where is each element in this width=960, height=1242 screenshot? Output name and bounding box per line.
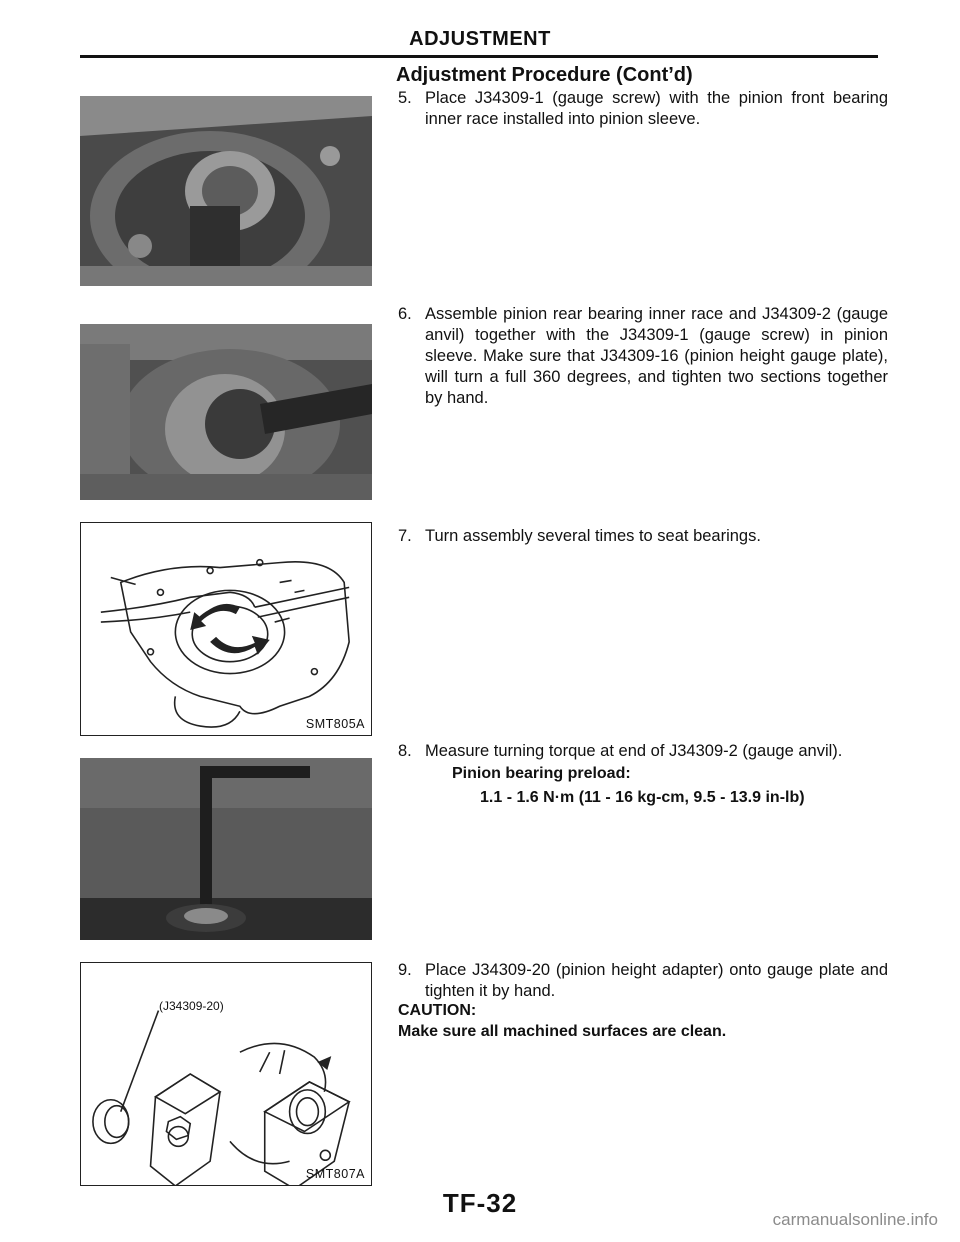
figure-photo-2: [80, 324, 372, 500]
step-text: Assemble pinion rear bearing inner race and J34309-2 (gauge anvil) together with the J34309-1 (gauge screw) in pinion sleeve. Make sure that J34309-16 (pinion height gauge plate), will turn a full 360 degrees, and tighten two sections together by hand.: [425, 305, 888, 407]
step-number: 9.: [398, 961, 412, 979]
spec-value: 1.1 - 1.6 N·m (11 - 16 kg-cm, 9.5 - 13.9 in-lb): [480, 789, 805, 806]
step-5: [398, 88, 888, 130]
step-number: 7.: [398, 527, 412, 545]
figure-code: SMT807A: [305, 1167, 365, 1181]
figure-photo-4: [80, 758, 372, 940]
figure-photo-1: [80, 96, 372, 286]
callout-label: (J34309-20): [159, 999, 224, 1013]
caution-text: Make sure all machined surfaces are clean.: [398, 1023, 727, 1040]
step-text: Turn assembly several times to seat bearings.: [425, 527, 761, 545]
page-number: TF-32: [442, 1188, 518, 1218]
header-divider: [80, 55, 878, 58]
step-9: [398, 960, 888, 1002]
page-header: ADJUSTMENT: [409, 28, 551, 50]
step-7: [398, 526, 888, 547]
figure-diagram-turn-assembly: [80, 522, 372, 736]
step-number: 6.: [398, 305, 412, 323]
step-number: 5.: [398, 89, 412, 107]
spec-label: Pinion bearing preload:: [452, 765, 631, 782]
step-8: [398, 741, 888, 762]
step-number: 8.: [398, 742, 412, 760]
section-title: Adjustment Procedure (Cont’d): [396, 64, 693, 86]
step-text: Place J34309-1 (gauge screw) with the pinion front bearing inner race installed into pinion sleeve.: [425, 89, 888, 128]
figure-code: SMT805A: [305, 717, 365, 731]
watermark: carmanualsonline.info: [772, 1210, 938, 1229]
step-6: [398, 304, 888, 409]
step-text: Measure turning torque at end of J34309-2 (gauge anvil).: [425, 742, 843, 760]
figure-diagram-height-adapter: [80, 962, 372, 1186]
step-text: Place J34309-20 (pinion height adapter) onto gauge plate and tighten it by hand.: [425, 961, 888, 1000]
caution-label: CAUTION:: [398, 1002, 477, 1019]
